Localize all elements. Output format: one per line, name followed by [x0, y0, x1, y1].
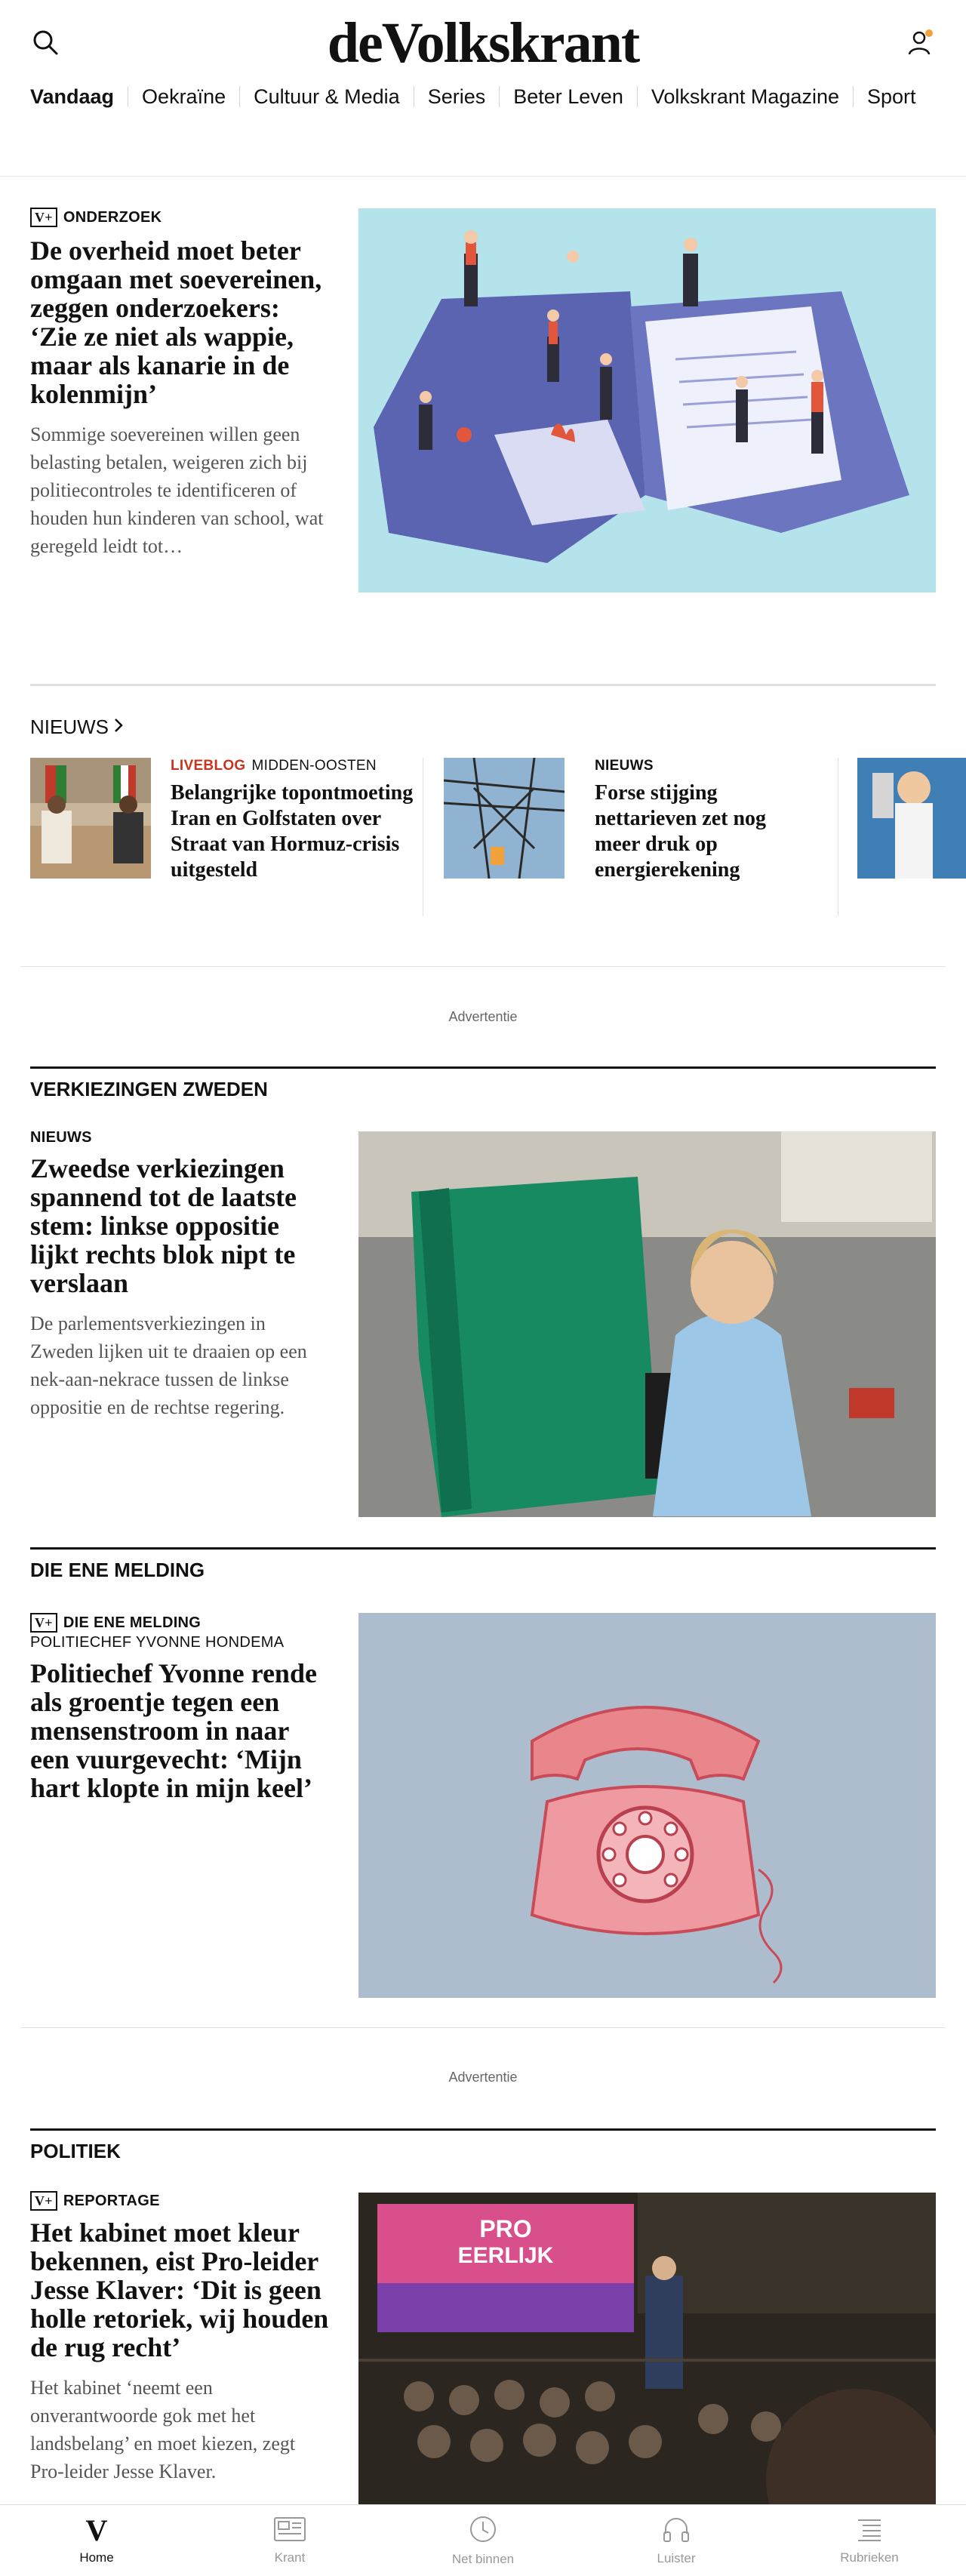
- section-title[interactable]: POLITIEK: [30, 2128, 936, 2163]
- article-tagline: [30, 1129, 332, 1146]
- bottom-nav-rubrieken[interactable]: [773, 2505, 966, 2576]
- divider: [0, 176, 966, 177]
- account-icon[interactable]: [906, 27, 936, 57]
- article-category: DIE ENE MELDING: [63, 1614, 202, 1631]
- bottom-nav-label: Krant: [274, 2550, 306, 2565]
- news-thumbnail: [30, 758, 151, 879]
- article-category: ONDERZOEK: [63, 208, 162, 226]
- site-logo[interactable]: deVolkskrant: [327, 11, 639, 75]
- bottom-nav-label: Luister: [657, 2550, 696, 2565]
- news-card[interactable]: [30, 758, 420, 883]
- premium-badge: V+: [30, 2191, 57, 2211]
- nav-item-series[interactable]: Series: [414, 86, 500, 107]
- news-card[interactable]: [444, 758, 806, 883]
- bottom-nav-label: Home: [79, 2550, 114, 2565]
- nav-item-oekraine[interactable]: Oekraïne: [128, 86, 239, 107]
- article-tagline: [30, 2191, 332, 2211]
- liveblog-label: LIVEBLOG: [171, 758, 246, 774]
- article-photo[interactable]: [358, 2193, 936, 2504]
- news-headline[interactable]: Belangrijke topontmoeting Iran en Golfstaten over Straat van Hormuz-crisis uitgesteld: [171, 781, 414, 882]
- site-header: [0, 0, 966, 83]
- news-tagline: [171, 758, 420, 774]
- nav-item-magazine[interactable]: Volkskrant Magazine: [637, 86, 853, 107]
- news-section-title: NIEUWS: [30, 716, 109, 738]
- chevron-right-icon: [113, 716, 124, 739]
- article-headline[interactable]: Politiechef Yvonne rende als groentje tegen een mensenstroom in naar een vuurgevecht: ‘Mijn hart klopte in mijn keel’: [30, 1658, 317, 1803]
- nav-item-beter-leven[interactable]: Beter Leven: [499, 86, 637, 107]
- article-lead: Sommige soevereinen willen geen belasting betalen, weigeren zich bij politiecontroles te identificeren of houden hun kinderen van school, wat geregeld leidt tot…: [30, 423, 324, 557]
- divider: [30, 684, 936, 686]
- bottom-navigation: [0, 2504, 966, 2576]
- article-card[interactable]: [30, 1129, 936, 1518]
- advertisement-label: Advertentie: [448, 1009, 518, 1024]
- news-section-link[interactable]: [30, 716, 124, 739]
- telephone-illustration[interactable]: [358, 1613, 936, 1998]
- nav-item-vandaag[interactable]: Vandaag: [30, 85, 115, 108]
- article-card[interactable]: [30, 1613, 936, 1998]
- section-title[interactable]: VERKIEZINGEN ZWEDEN: [30, 1066, 936, 1101]
- article-subcategory: POLITIECHEF YVONNE HONDEMA: [30, 1634, 285, 1651]
- clock-icon: [469, 2515, 497, 2547]
- bottom-nav-krant[interactable]: [193, 2505, 386, 2576]
- news-thumbnail: [857, 758, 966, 879]
- bottom-nav-home[interactable]: [0, 2505, 193, 2576]
- divider: [20, 2027, 946, 2028]
- bottom-nav-label: Rubrieken: [840, 2550, 899, 2565]
- section-nav: [30, 82, 966, 112]
- screen-slogan: [445, 2215, 566, 2270]
- article-card[interactable]: [30, 2191, 936, 2504]
- screen-text-eerlijk: EERLIJK: [457, 2243, 554, 2268]
- nav-item-cultuur-media[interactable]: Cultuur & Media: [239, 86, 414, 107]
- article-headline[interactable]: Zweedse verkiezingen spannend tot de laatste stem: linkse oppositie lijkt rechts blok nipt te verslaan: [30, 1153, 297, 1298]
- screen-text-pro: PRO: [479, 2215, 532, 2242]
- article-headline[interactable]: De overheid moet beter omgaan met soevereinen, zeggen onderzoekers: ‘Zie ze niet als wappie, maar als kanarie in de kolenmijn’: [30, 235, 322, 409]
- article-photo[interactable]: [358, 1131, 936, 1517]
- news-headline[interactable]: Forse stijging nettarieven zet nog meer druk op energierekening: [595, 781, 767, 882]
- article-tagline: [30, 208, 332, 227]
- article-headline[interactable]: Het kabinet moet kleur bekennen, eist Pro-leider Jesse Klaver: ‘Dit is geen holle retoriek, wij houden de rug recht’: [30, 2217, 329, 2362]
- home-logo-icon: V: [85, 2513, 108, 2547]
- premium-badge: V+: [30, 208, 57, 227]
- article-lead: De parlementsverkiezingen in Zweden lijken uit te draaien op een nek-aan-nekrace tussen de linkse oppositie en de rechtse regering.: [30, 1313, 307, 1418]
- hero-article[interactable]: [30, 208, 936, 630]
- article-lead: Het kabinet ‘neemt een onverantwoorde gok met het landsbelang’ en moet kiezen, zegt Pro-leider Jesse Klaver.: [30, 2377, 296, 2482]
- section-title[interactable]: DIE ENE MELDING: [30, 1547, 936, 1582]
- bottom-nav-net-binnen[interactable]: [386, 2505, 580, 2576]
- bottom-nav-label: Net binnen: [451, 2551, 515, 2566]
- premium-badge: V+: [30, 1613, 57, 1633]
- article-tagline: [30, 1613, 332, 1651]
- news-card[interactable]: [857, 758, 966, 879]
- nav-item-sport[interactable]: Sport: [853, 86, 930, 107]
- news-thumbnail: [444, 758, 565, 879]
- news-carousel[interactable]: [30, 758, 966, 916]
- newspaper-icon: [273, 2516, 306, 2546]
- news-label: NIEUWS: [595, 758, 654, 774]
- list-icon: [855, 2516, 884, 2546]
- bottom-nav-luister[interactable]: [580, 2505, 773, 2576]
- hero-illustration[interactable]: [358, 208, 936, 592]
- article-category: NIEUWS: [30, 1129, 92, 1146]
- headphones-icon: [662, 2516, 691, 2547]
- news-sublabel: MIDDEN-OOSTEN: [251, 758, 377, 774]
- news-tagline: [595, 758, 806, 774]
- advertisement-label: Advertentie: [448, 2070, 518, 2085]
- article-category: REPORTAGE: [63, 2192, 160, 2209]
- divider: [20, 966, 946, 967]
